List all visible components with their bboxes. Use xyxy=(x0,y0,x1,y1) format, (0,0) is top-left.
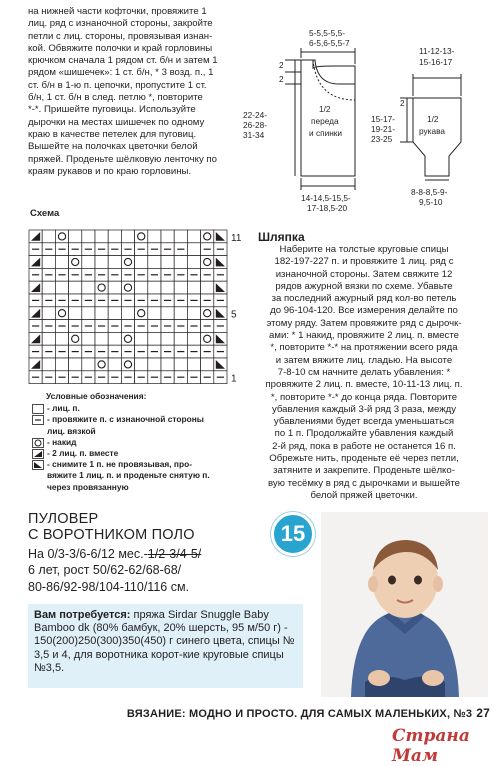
instruction-line: дырочки на местах шишечек по одному xyxy=(28,116,205,128)
sleeve-top-dim-1: 11-12-13- xyxy=(419,46,455,56)
chart-cell xyxy=(95,358,108,371)
chart-cell xyxy=(187,281,200,294)
baby-illustration xyxy=(321,512,488,697)
sleeve-height-dim-3: 23-25 xyxy=(371,134,393,144)
body-label-3: и спинки xyxy=(309,128,343,138)
instruction-line: лиц. ряд с изнаночной стороны, закройте xyxy=(28,18,213,30)
legend xyxy=(32,391,247,493)
chart-cell xyxy=(201,256,214,269)
chart-cell xyxy=(148,358,161,371)
chart-cell xyxy=(95,230,108,243)
instruction-line: краю в качестве петелек для пуговиц. xyxy=(28,128,197,140)
legend-text: через провязанную xyxy=(47,481,129,492)
chart-cell xyxy=(201,358,214,371)
sweater-title-line-1: ПУЛОВЕР xyxy=(28,511,99,527)
chart-cell xyxy=(108,332,121,345)
chart-cell xyxy=(187,307,200,320)
chart-cell xyxy=(69,332,82,345)
legend-text: лиц. вязкой xyxy=(47,425,96,436)
instruction-line: краям рукавов и по краю горловины. xyxy=(28,165,192,177)
chart-cell xyxy=(121,256,134,269)
instruction-line: на нижней части кофточки, провяжите 1 xyxy=(28,6,207,17)
sleeve-top-dim-2: 15-16-17 xyxy=(419,57,453,67)
hat-instruction-line: вую тесёмку в ряд с дырочками и вышейте xyxy=(268,477,460,489)
body-neck-dim-2: 2 xyxy=(279,74,284,84)
hat-instruction-line: и затем вяжите лиц. гладью. На высоте xyxy=(275,354,453,366)
chart-cell xyxy=(187,332,200,345)
chart-cell xyxy=(69,256,82,269)
chart-cell xyxy=(201,307,214,320)
page-footer xyxy=(100,706,490,720)
chart-cell xyxy=(214,332,227,345)
chart-cell xyxy=(42,256,55,269)
legend-item xyxy=(32,403,247,414)
body-top-dim-2: 6-5,6-5,5-7 xyxy=(309,38,350,48)
body-top-dim: 5-5,5-5,5- xyxy=(309,28,345,38)
chart-cell xyxy=(95,256,108,269)
instruction-line: б/н, 1 ст. б/н в след. петлю *, повторите xyxy=(28,92,203,104)
chart-cell xyxy=(55,281,68,294)
hat-instruction-line: Наберите на толстые круговые спицы xyxy=(279,244,449,255)
chart-cell xyxy=(161,230,174,243)
hat-instruction-line: *, повторите *-* на протяжении всего ряда xyxy=(270,342,458,354)
chart-cell xyxy=(69,230,82,243)
chart-cell xyxy=(187,230,200,243)
chart-cell xyxy=(42,307,55,320)
baby-photo xyxy=(321,512,488,697)
chart-cell xyxy=(29,256,42,269)
sleeve-bottom-dim-1: 8-8-8,5-9- xyxy=(411,187,448,197)
sizes-line-3: 80-86/92-98/104-110/116 см. xyxy=(28,579,190,594)
hat-instruction-line: 182-197-227 п. и провяжите 1 лиц. ряд с xyxy=(274,256,454,268)
chart-cell xyxy=(82,332,95,345)
sweater-title-line-2: С ВОРОТНИКОМ ПОЛО xyxy=(28,527,195,543)
legend-item xyxy=(32,459,247,470)
body-width-dim-1: 14-14,5-15,5- xyxy=(301,193,351,203)
schema-title: Схема xyxy=(30,208,60,219)
magazine-title: ВЯЗАНИЕ: МОДНО И ПРОСТО. ДЛЯ САМЫХ МАЛЕНЬКИХ, №3 xyxy=(126,708,473,720)
chart-cell xyxy=(95,281,108,294)
legend-item xyxy=(32,426,247,437)
legend-item xyxy=(32,437,247,448)
instruction-line: крючком сначала 1 рядом ст. б/н и затем 1 xyxy=(28,55,218,67)
hat-instruction-line: по 1 п. Продолжайте убавления каждый xyxy=(274,428,454,440)
chart-cell xyxy=(135,230,148,243)
legend-item xyxy=(32,414,247,425)
chart-cell xyxy=(161,332,174,345)
chart-cell xyxy=(42,230,55,243)
chart-cell xyxy=(29,332,42,345)
hat-instruction-line: белой пряжей цветочки. xyxy=(310,489,418,501)
sleeve-cap-dim: 2 xyxy=(400,98,405,108)
chart-cell xyxy=(174,256,187,269)
hat-instruction-line: рядов ажурной вязки по схеме. Убавьте xyxy=(275,280,453,292)
chart-cell xyxy=(201,332,214,345)
chart-cell xyxy=(148,230,161,243)
chart-cell xyxy=(174,358,187,371)
sweater-title xyxy=(28,511,288,543)
chart-cell xyxy=(82,256,95,269)
legend-symbol-blank xyxy=(32,404,44,414)
sleeve-bottom-dim-2: 9,5-10 xyxy=(419,197,443,207)
legend-text: - лиц. п. xyxy=(47,403,80,414)
chart-cell xyxy=(148,307,161,320)
body-height-dim-2: 26-28- xyxy=(243,120,267,130)
chart-cell xyxy=(69,358,82,371)
sizes-line-1: На 0/3-3/6-6/12 мес.- xyxy=(28,547,148,561)
sizes-line-2: 6 лет, рост 50/62-62/68-68/ xyxy=(28,563,182,578)
body-neck-dim: 2 xyxy=(279,60,284,70)
chart-cell xyxy=(148,332,161,345)
materials-label: Вам потребуется: xyxy=(34,609,131,621)
sleeve-height-dim-2: 19-21- xyxy=(371,124,395,134)
chart-cell xyxy=(161,307,174,320)
instruction-line: кой. Обвяжите полочки и край горловины xyxy=(28,42,213,54)
chart-cell xyxy=(82,358,95,371)
sleeve-label-2: рукава xyxy=(419,126,446,136)
hat-title: Шляпка xyxy=(258,230,305,244)
chart-cell xyxy=(55,332,68,345)
chart-cell xyxy=(214,358,227,371)
instruction-line: пряжей. Проденьте шёлковую ленточку по xyxy=(28,153,217,165)
hat-instruction-line: *, повторите *-* до конца ряда. Повторите xyxy=(270,391,458,403)
chart-cell xyxy=(161,358,174,371)
chart-cell xyxy=(55,358,68,371)
chart-cell xyxy=(201,230,214,243)
model-number-badge: 15 xyxy=(271,512,315,556)
hat-instruction-line: за последний ажурный ряд кол-во петель xyxy=(271,293,457,305)
legend-text: - накид xyxy=(47,436,77,447)
chart-cell xyxy=(121,307,134,320)
hat-instructions xyxy=(253,244,475,502)
chart-cell xyxy=(121,281,134,294)
chart-cell xyxy=(55,230,68,243)
chart-cell xyxy=(135,256,148,269)
chart-cell xyxy=(55,256,68,269)
chart-cell xyxy=(148,256,161,269)
chart-cell xyxy=(108,358,121,371)
chart-cell xyxy=(108,281,121,294)
watermark: Страна Мам xyxy=(392,726,470,766)
legend-text: - снимите 1 п. не провязывая, про- xyxy=(47,459,192,470)
body-height-dim-3: 31-34 xyxy=(243,130,265,140)
chart-cell xyxy=(42,281,55,294)
hat-instruction-line: 7-8-10 см начните делать убавления: * xyxy=(277,366,451,378)
chart-cell xyxy=(121,230,134,243)
chart-cell xyxy=(82,281,95,294)
instruction-line: *-*. Пришейте пуговицы. Используйте xyxy=(28,104,196,116)
legend-symbol-dash xyxy=(32,415,44,425)
body-label-1: 1/2 xyxy=(319,104,331,114)
chart-cell xyxy=(95,307,108,320)
chart-cell xyxy=(82,307,95,320)
chart-cell xyxy=(121,358,134,371)
chart-cell xyxy=(174,332,187,345)
knitting-chart-grid xyxy=(27,228,247,384)
chart-cell xyxy=(135,358,148,371)
hat-instruction-line: этому ряду. Затем провяжите ряд с дырочк- xyxy=(266,317,462,329)
sleeve-height-dim-1: 15-17- xyxy=(371,114,395,124)
chart-cell xyxy=(55,307,68,320)
legend-item xyxy=(32,448,247,459)
hat-instruction-line: провяжите 2 лиц. п. вместе, 10-11-13 лиц. п. xyxy=(265,379,463,391)
chart-cell xyxy=(135,307,148,320)
sleeve-label-1: 1/2 xyxy=(427,114,439,124)
hat-instruction-line: убавления каждый 3-й ряд 3 раза, между xyxy=(271,403,457,415)
legend-symbol-tri-right xyxy=(32,460,44,470)
chart-cell xyxy=(187,243,200,256)
row-number-label: 5 xyxy=(231,309,237,321)
body-width-dim-2: 17-18,5-20 xyxy=(307,203,348,213)
instruction-line: петли с лиц. стороны, провязывая изнан- xyxy=(28,30,213,42)
materials-box xyxy=(28,604,303,688)
chart-cell xyxy=(174,281,187,294)
legend-text: вяжите 1 лиц. п. и проденьте снятую п. xyxy=(47,470,210,481)
legend-text: - 2 лиц. п. вместе xyxy=(47,448,119,459)
sizes-struck: 1/2-3/4-5/ xyxy=(147,547,202,561)
hat-instruction-line: затяните и закрепите. Проденьте шёлко- xyxy=(273,465,455,477)
chart-cell xyxy=(82,230,95,243)
instructions-text xyxy=(28,6,250,178)
chart-cell xyxy=(29,230,42,243)
hat-instruction-line: 2-й ряд, пока в работе не останется 16 п. xyxy=(272,440,456,452)
legend-symbol-circle xyxy=(32,438,44,448)
sweater-sizes xyxy=(28,546,288,595)
chart-cell xyxy=(42,332,55,345)
chart-cell xyxy=(201,281,214,294)
hat-instruction-line: изнаночной стороны. Затем свяжите 12 xyxy=(275,268,453,280)
chart-cell xyxy=(108,230,121,243)
chart-cell xyxy=(108,307,121,320)
chart-cell xyxy=(187,358,200,371)
legend-item xyxy=(32,482,247,493)
row-number-label: 11 xyxy=(231,232,242,244)
chart-cell xyxy=(69,307,82,320)
legend-item xyxy=(32,470,247,481)
chart-cell xyxy=(174,307,187,320)
chart-cell xyxy=(95,332,108,345)
hat-instruction-line: до 96-104-120. Все измерения делайте по xyxy=(270,305,458,317)
chart-cell xyxy=(121,332,134,345)
instruction-line: ст. б/н в 1-ю п. цепочки, пропустите 1 ст. xyxy=(28,79,207,91)
hat-instruction-line: убавлениями будет всегда уменьшаться xyxy=(273,416,455,428)
legend-text: - провяжите п. с изнаночной стороны xyxy=(47,414,204,425)
chart-cell xyxy=(135,281,148,294)
materials-text: пряжа Sirdar Snuggle Baby Bamboo dk (80% бамбук, 20% шерсть, 95 м/50 г) - 150(200)250(300)350(450) г синего цвета, спицы № 3,5 и 4, для воротника корот-кие круговые спицы №3,5. xyxy=(34,609,295,674)
chart-cell xyxy=(161,281,174,294)
chart-cell xyxy=(187,256,200,269)
chart-cell xyxy=(161,256,174,269)
hat-instruction-line: Обрежьте нить, проденьте её через петли, xyxy=(269,453,459,465)
chart-cell xyxy=(148,281,161,294)
chart-cell xyxy=(174,230,187,243)
legend-symbol-tri-left xyxy=(32,449,44,459)
legend-title: Условные обозначения: xyxy=(46,391,147,401)
instruction-line: Вышейте на полочках цветочки белой xyxy=(28,141,198,153)
chart-cell xyxy=(29,358,42,371)
body-height-dim-1: 22-24- xyxy=(243,110,267,120)
chart-cell xyxy=(135,332,148,345)
pattern-diagram xyxy=(243,28,485,218)
row-number-label: 1 xyxy=(231,373,237,385)
knitting-chart xyxy=(27,228,247,384)
chart-cell xyxy=(42,358,55,371)
hat-instruction-line: ами: * 1 накид, провяжите 2 лиц. п. вместе xyxy=(269,330,459,342)
chart-cell xyxy=(108,256,121,269)
body-label-2: переда xyxy=(311,116,339,126)
page-number: 27 xyxy=(476,706,490,720)
chart-cell xyxy=(69,281,82,294)
instruction-line: рядом «шишечек»: 1 ст. б/н, * 3 возд. п., 1 xyxy=(28,67,214,79)
